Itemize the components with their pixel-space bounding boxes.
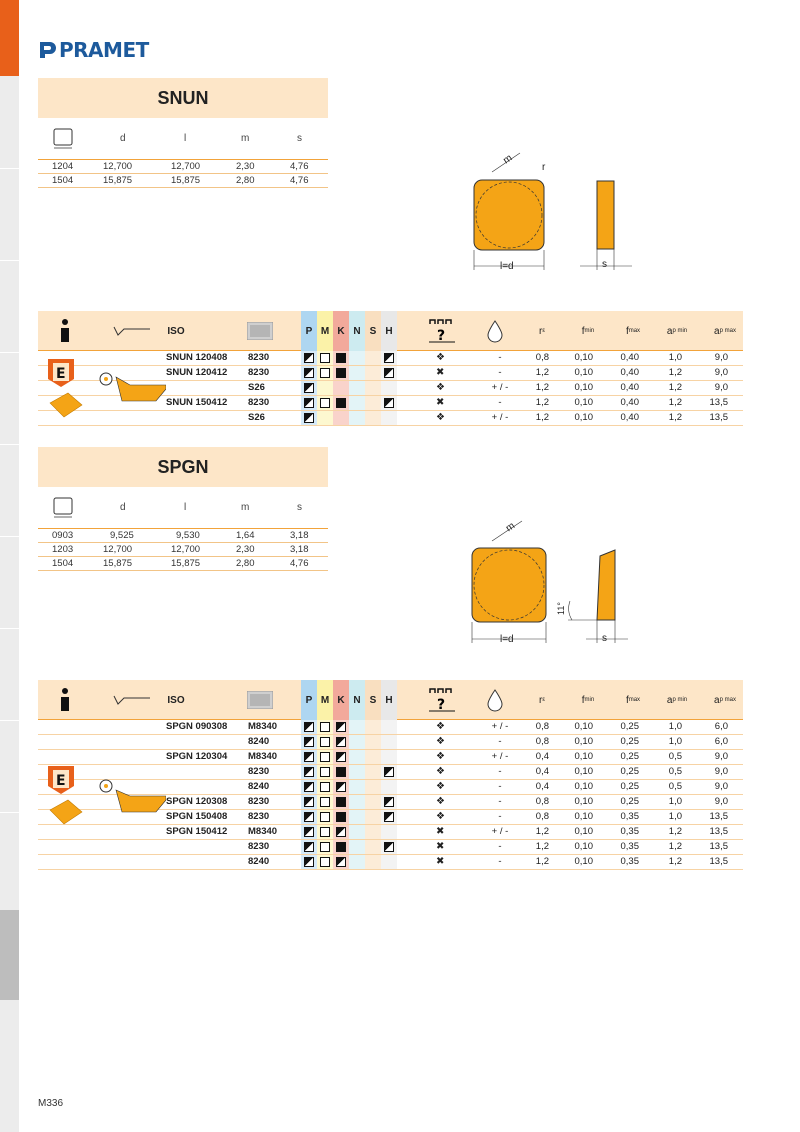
grade-code: 8230: [248, 397, 270, 408]
grade-code: 8230: [248, 796, 270, 807]
apmin-value: 1,0: [668, 352, 682, 363]
apmax-value: 9,0: [714, 367, 728, 378]
chipbreaker-cross-icon: ✖: [436, 367, 445, 378]
spec-row: [38, 855, 743, 870]
tool-profile-icon: [112, 311, 152, 351]
apmax-value: 13,5: [709, 856, 728, 867]
fmax-value: 0,35: [620, 826, 639, 837]
dimension-header: d l m s: [38, 487, 328, 529]
chipbreaker-wave-icon: ❖: [436, 766, 445, 777]
coolant-value: -: [498, 736, 502, 747]
info-icon: [56, 680, 74, 720]
coolant-value: + / -: [491, 721, 509, 732]
label-m: m: [501, 152, 515, 167]
grade-code: S26: [248, 412, 265, 423]
spgn-dimension-table: [38, 487, 328, 571]
snun-title: SNUN: [157, 87, 209, 108]
coolant-value: -: [498, 856, 502, 867]
coolant-value: -: [498, 781, 502, 792]
suitability-p-icon: [304, 827, 314, 837]
dimension-row: 0903 9,525 9,530 1,64 3,18: [38, 529, 328, 543]
chipbreaker-wave-icon: ❖: [436, 721, 445, 732]
dimension-row: 1504 15,875 15,875 2,80 4,76: [38, 174, 328, 188]
suitability-p-icon: [304, 722, 314, 732]
svg-text:?: ?: [437, 328, 446, 344]
suitability-m-icon: [320, 767, 330, 777]
fmin-header: f min: [581, 325, 595, 337]
col-d: d: [120, 133, 126, 144]
side-index-strip: [0, 0, 19, 1132]
suitability-p-icon: [304, 767, 314, 777]
apmax-header: a p max: [714, 694, 736, 706]
suitability-h-icon: [384, 767, 394, 777]
coolant-value: -: [498, 766, 502, 777]
grade-icon: [247, 680, 273, 720]
col-m: m: [241, 133, 250, 144]
fmax-value: 0,40: [620, 367, 639, 378]
chipbreaker-icon: [428, 680, 456, 720]
fmax-header: f max: [625, 694, 641, 706]
suitability-k-icon: [336, 842, 346, 852]
svg-text:s: s: [602, 633, 607, 644]
spgn-title-box: [38, 447, 328, 487]
iso-header: ISO: [167, 325, 185, 337]
application-badge: [46, 357, 166, 430]
apmax-value: 13,5: [709, 397, 728, 408]
insert-code: SPGN 150412: [166, 826, 228, 837]
fmin-value: 0,10: [574, 721, 593, 732]
suitability-k-icon: [336, 368, 346, 378]
chipbreaker-icon: [428, 311, 456, 351]
grade-code: 8230: [248, 766, 270, 777]
chipbreaker-wave-icon: ❖: [436, 811, 445, 822]
grade-code: 8240: [248, 781, 270, 792]
grade-code: S26: [248, 382, 265, 393]
grade-code: 8240: [248, 736, 270, 747]
fmin-value: 0,10: [574, 397, 593, 408]
material-m: M: [317, 680, 333, 720]
suitability-p-icon: [304, 353, 314, 363]
material-n: N: [349, 680, 365, 720]
dimension-header: [38, 118, 328, 160]
apmax-value: 13,5: [709, 811, 728, 822]
apmin-value: 1,0: [668, 796, 682, 807]
fmax-value: 0,40: [620, 382, 639, 393]
label-r: r: [542, 162, 546, 173]
suitability-k-icon: [336, 398, 346, 408]
coolant-value: + / -: [491, 412, 509, 423]
suitability-m-icon: [320, 722, 330, 732]
apmax-value: 9,0: [714, 766, 728, 777]
apmin-value: 1,0: [668, 736, 682, 747]
spgn-spec-table: [38, 680, 743, 870]
apmin-value: 0,5: [668, 766, 682, 777]
suitability-p-icon: [304, 413, 314, 423]
spec-row: [38, 840, 743, 855]
suitability-m-icon: [320, 737, 330, 747]
chipbreaker-cross-icon: ✖: [436, 397, 445, 408]
side-tab-section: [0, 910, 19, 1000]
coolant-icon: [486, 311, 504, 351]
grade-code: M8340: [248, 826, 278, 837]
material-n: N: [349, 311, 365, 351]
re-value: 1,2: [535, 397, 549, 408]
fmax-value: 0,40: [620, 397, 639, 408]
insert-code: SPGN 120308: [166, 796, 228, 807]
insert-square-icon: [53, 128, 73, 150]
re-value: 1,2: [535, 412, 549, 423]
apmax-value: 6,0: [714, 721, 728, 732]
snun-dimension-table: [38, 118, 328, 188]
chipbreaker-wave-icon: ❖: [436, 382, 445, 393]
suitability-m-icon: [320, 368, 330, 378]
page-number: M336: [38, 1098, 64, 1109]
insert-code: SNUN 150412: [166, 397, 228, 408]
grade-code: M8340: [248, 721, 278, 732]
spec-row: [38, 750, 743, 765]
suitability-k-icon: [336, 812, 346, 822]
application-badge: [46, 764, 166, 837]
suitability-p-icon: [304, 752, 314, 762]
suitability-k-icon: [336, 737, 346, 747]
re-value: 0,8: [535, 796, 549, 807]
side-tab-active: [0, 0, 19, 76]
fmin-value: 0,10: [574, 856, 593, 867]
apmax-value: 9,0: [714, 352, 728, 363]
coolant-value: -: [498, 352, 502, 363]
svg-text:E: E: [56, 773, 66, 789]
fmin-value: 0,10: [574, 781, 593, 792]
badge-e: E: [56, 366, 66, 382]
suitability-m-icon: [320, 752, 330, 762]
insert-code: SNUN 120408: [166, 352, 228, 363]
material-m: M: [317, 311, 333, 351]
suitability-p-icon: [304, 857, 314, 867]
svg-text:l=d: l=d: [500, 634, 514, 645]
apmin-header: a p min: [666, 325, 688, 337]
suitability-k-icon: [336, 782, 346, 792]
svg-text:m: m: [503, 520, 517, 535]
suitability-k-icon: [336, 827, 346, 837]
re-header: r ε: [538, 325, 546, 337]
info-icon: [56, 311, 74, 351]
coolant-value: + / -: [491, 751, 509, 762]
suitability-h-icon: [384, 353, 394, 363]
dimension-row: 1204 12,700 12,700 2,30 4,76: [38, 160, 328, 174]
spgn-insert-drawing: [460, 515, 640, 650]
suitability-m-icon: [320, 857, 330, 867]
chipbreaker-wave-icon: ❖: [436, 751, 445, 762]
suitability-m-icon: [320, 782, 330, 792]
suitability-h-icon: [384, 368, 394, 378]
fmin-value: 0,10: [574, 367, 593, 378]
fmax-header: f max: [625, 325, 641, 337]
fmax-value: 0,40: [620, 352, 639, 363]
spec-header: [38, 311, 743, 351]
chipbreaker-cross-icon: ✖: [436, 826, 445, 837]
material-s: S: [365, 311, 381, 351]
spgn-title: SPGN: [157, 456, 209, 477]
fmax-value: 0,35: [620, 841, 639, 852]
coolant-value: + / -: [491, 382, 509, 393]
re-value: 1,2: [535, 826, 549, 837]
apmin-value: 0,5: [668, 751, 682, 762]
re-value: 0,4: [535, 781, 549, 792]
fmin-value: 0,10: [574, 736, 593, 747]
grade-code: 8230: [248, 811, 270, 822]
col-l: l: [184, 133, 187, 144]
suitability-m-icon: [320, 827, 330, 837]
coolant-value: + / -: [491, 826, 509, 837]
grade-code: M8340: [248, 751, 278, 762]
re-value: 0,8: [535, 721, 549, 732]
suitability-m-icon: [320, 797, 330, 807]
svg-text:?: ?: [437, 697, 446, 713]
re-value: 0,8: [535, 811, 549, 822]
fmin-value: 0,10: [574, 826, 593, 837]
fmax-value: 0,40: [620, 412, 639, 423]
chipbreaker-cross-icon: ✖: [436, 841, 445, 852]
fmin-value: 0,10: [574, 811, 593, 822]
apmax-value: 9,0: [714, 781, 728, 792]
chipbreaker-cross-icon: ✖: [436, 856, 445, 867]
material-k: K: [333, 680, 349, 720]
apmax-value: 13,5: [709, 841, 728, 852]
chipbreaker-wave-icon: ❖: [436, 412, 445, 423]
grade-code: 8240: [248, 856, 270, 867]
apmax-value: 6,0: [714, 736, 728, 747]
material-p: P: [301, 680, 317, 720]
suitability-k-icon: [336, 722, 346, 732]
apmin-value: 1,0: [668, 721, 682, 732]
suitability-h-icon: [384, 812, 394, 822]
re-header: r ε: [538, 694, 546, 706]
col-s: s: [297, 133, 302, 144]
brand-name: PRAMET: [59, 38, 149, 62]
suitability-k-icon: [336, 767, 346, 777]
insert-code: SPGN 120304: [166, 751, 228, 762]
suitability-m-icon: [320, 842, 330, 852]
apmax-value: 9,0: [714, 796, 728, 807]
spec-row: [38, 720, 743, 735]
suitability-p-icon: [304, 812, 314, 822]
material-h: H: [381, 680, 397, 720]
apmin-value: 1,2: [668, 856, 682, 867]
fmin-value: 0,10: [574, 412, 593, 423]
suitability-p-icon: [304, 383, 314, 393]
suitability-m-icon: [320, 812, 330, 822]
apmax-value: 9,0: [714, 751, 728, 762]
material-s: S: [365, 680, 381, 720]
fmin-value: 0,10: [574, 766, 593, 777]
material-p: P: [301, 311, 317, 351]
fmax-value: 0,35: [620, 811, 639, 822]
chipbreaker-wave-icon: ❖: [436, 736, 445, 747]
suitability-h-icon: [384, 398, 394, 408]
re-value: 0,4: [535, 766, 549, 777]
suitability-m-icon: [320, 353, 330, 363]
chipbreaker-wave-icon: ❖: [436, 352, 445, 363]
fmin-value: 0,10: [574, 352, 593, 363]
fmin-value: 0,10: [574, 751, 593, 762]
suitability-k-icon: [336, 857, 346, 867]
iso-header: ISO: [167, 694, 185, 706]
apmax-value: 13,5: [709, 412, 728, 423]
suitability-p-icon: [304, 782, 314, 792]
coolant-value: -: [498, 367, 502, 378]
svg-text:11°: 11°: [556, 602, 566, 615]
grade-code: 8230: [248, 841, 270, 852]
fmax-value: 0,35: [620, 856, 639, 867]
suitability-k-icon: [336, 752, 346, 762]
apmin-value: 1,2: [668, 367, 682, 378]
material-h: H: [381, 311, 397, 351]
label-s: s: [602, 259, 607, 270]
apmin-value: 1,2: [668, 412, 682, 423]
grade-code: 8230: [248, 352, 270, 363]
label-ld: l=d: [500, 261, 514, 272]
coolant-icon: [486, 680, 504, 720]
material-k: K: [333, 311, 349, 351]
apmin-value: 1,2: [668, 826, 682, 837]
apmin-value: 1,2: [668, 841, 682, 852]
re-value: 0,8: [535, 352, 549, 363]
fmax-value: 0,25: [620, 736, 639, 747]
fmin-header: f min: [581, 694, 595, 706]
re-value: 1,2: [535, 856, 549, 867]
insert-code: SPGN 150408: [166, 811, 228, 822]
re-value: 1,2: [535, 367, 549, 378]
fmax-value: 0,25: [620, 796, 639, 807]
suitability-p-icon: [304, 368, 314, 378]
coolant-value: -: [498, 397, 502, 408]
apmax-value: 13,5: [709, 826, 728, 837]
snun-insert-drawing: [460, 148, 640, 278]
suitability-h-icon: [384, 842, 394, 852]
grade-code: 8230: [248, 367, 270, 378]
suitability-h-icon: [384, 797, 394, 807]
coolant-value: -: [498, 811, 502, 822]
suitability-k-icon: [336, 353, 346, 363]
re-value: 1,2: [535, 382, 549, 393]
spec-header: [38, 680, 743, 720]
suitability-p-icon: [304, 398, 314, 408]
apmin-value: 0,5: [668, 781, 682, 792]
grade-icon: [247, 311, 273, 351]
chipbreaker-wave-icon: ❖: [436, 796, 445, 807]
re-value: 1,2: [535, 841, 549, 852]
insert-square-icon: [53, 497, 73, 519]
suitability-p-icon: [304, 737, 314, 747]
re-value: 0,8: [535, 736, 549, 747]
fmax-value: 0,25: [620, 766, 639, 777]
coolant-value: -: [498, 796, 502, 807]
apmin-value: 1,2: [668, 382, 682, 393]
suitability-m-icon: [320, 398, 330, 408]
insert-code: SPGN 090308: [166, 721, 228, 732]
coolant-value: -: [498, 841, 502, 852]
tool-profile-icon: [112, 680, 152, 720]
dimension-row: 1203 12,700 12,700 2,30 3,18: [38, 543, 328, 557]
suitability-p-icon: [304, 842, 314, 852]
re-value: 0,4: [535, 751, 549, 762]
apmax-value: 9,0: [714, 382, 728, 393]
snun-title-box: [38, 78, 328, 118]
fmin-value: 0,10: [574, 796, 593, 807]
apmin-value: 1,2: [668, 397, 682, 408]
spec-row: [38, 735, 743, 750]
fmax-value: 0,25: [620, 751, 639, 762]
dimension-row: 1504 15,875 15,875 2,80 4,76: [38, 557, 328, 571]
suitability-p-icon: [304, 797, 314, 807]
pramet-logo: [38, 38, 149, 62]
chipbreaker-wave-icon: ❖: [436, 781, 445, 792]
fmin-value: 0,10: [574, 382, 593, 393]
fmax-value: 0,25: [620, 721, 639, 732]
pramet-logo-icon: [38, 40, 56, 60]
fmax-value: 0,25: [620, 781, 639, 792]
apmin-header: a p min: [666, 694, 688, 706]
insert-code: SNUN 120412: [166, 367, 228, 378]
snun-spec-table: [38, 311, 743, 426]
apmax-header: a p max: [714, 325, 736, 337]
apmin-value: 1,0: [668, 811, 682, 822]
suitability-k-icon: [336, 797, 346, 807]
fmin-value: 0,10: [574, 841, 593, 852]
